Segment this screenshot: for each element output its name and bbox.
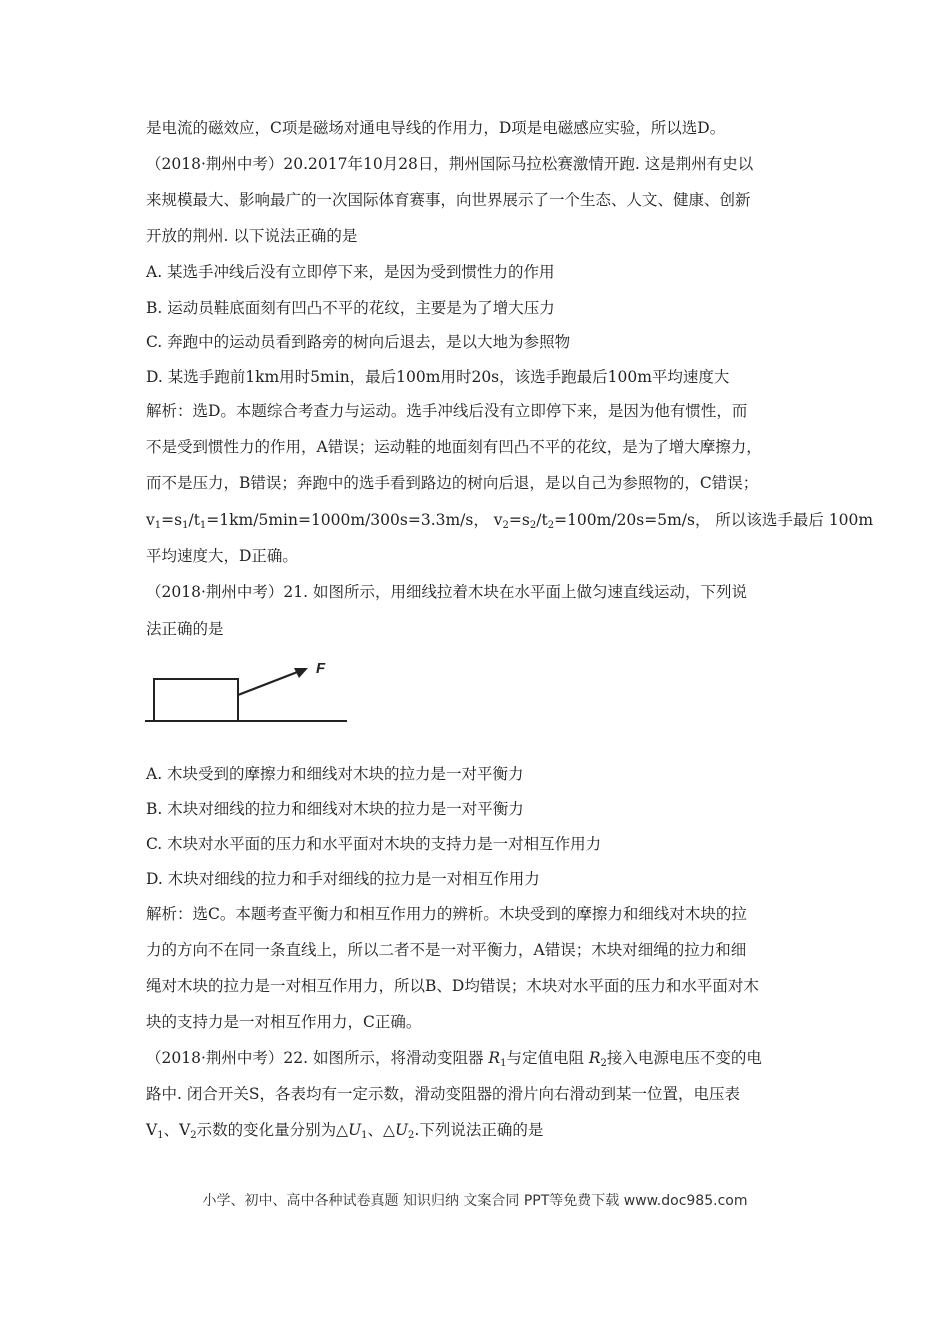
question-22-line — [146, 1048, 836, 1074]
answer-line: 绳对木块的拉力是一对相互作用力，所以B、D均错误；木块对水平面的压力和水平面对木 — [146, 977, 759, 995]
answer-line: 解析：选C。本题考查平衡力和相互作用力的辨析。木块受到的摩擦力和细线对木块的拉 — [146, 905, 747, 923]
wooden-block — [154, 679, 238, 721]
subscript: 1 — [182, 520, 189, 531]
option-a: A. 木块受到的摩擦力和细线对木块的拉力是一对平衡力 — [146, 765, 524, 783]
subscript: 2 — [547, 520, 555, 531]
text-span: （2018·荆州中考）22. 如图所示，将滑动变阻器 — [146, 1049, 489, 1067]
subscript: 2 — [190, 1130, 197, 1141]
text-span: 与定值电阻 — [506, 1049, 589, 1067]
formula-text: /t — [536, 511, 548, 529]
option-d: D. 木块对细线的拉力和手对细线的拉力是一对相互作用力 — [146, 870, 540, 888]
answer-line: 块的支持力是一对相互作用力，C正确。 — [146, 1013, 422, 1031]
option-b: B. 运动员鞋底面刻有凹凸不平的花纹，主要是为了增大压力 — [146, 299, 555, 317]
subscript: 2 — [529, 520, 537, 531]
option-b: B. 木块对细线的拉力和细线对木块的拉力是一对平衡力 — [146, 800, 524, 818]
text-span: 示数的变化量分别为△ — [196, 1121, 349, 1139]
question-22-line — [146, 1120, 836, 1146]
block-force-diagram — [142, 655, 352, 731]
string-line — [238, 671, 300, 695]
subscript: 1 — [154, 520, 162, 531]
formula-text: /t — [188, 511, 200, 529]
subscript: 2 — [502, 520, 509, 531]
answer-line: 而不是压力，B错误；奔跑中的选手看到路边的树向后退，是以自己为参照物的，C错误； — [146, 474, 759, 492]
subscript: 1 — [500, 1058, 507, 1069]
answer-line: 平均速度大，D正确。 — [146, 547, 298, 565]
symbol: V — [146, 1121, 158, 1139]
question-20-line: 来规模最大、影响最广的一次国际体育赛事，向世界展示了一个生态、人文、健康、创新 — [146, 191, 751, 209]
formula-text: =1km/5min=1000m/300s=3.3m/s， v — [206, 511, 503, 529]
question-20-line: （2018·荆州中考）20.2017年10月28日，荆州国际马拉松赛激情开跑. 这是荆州有史以 — [146, 155, 754, 173]
answer-line: 不是受到惯性力的作用，A错误；运动鞋的地面刻有凹凸不平的花纹，是为了增大摩擦力， — [146, 438, 762, 456]
subscript: 1 — [157, 1130, 164, 1141]
page-footer: 小学、初中、高中各种试卷真题 知识归纳 文案合同 PPT等免费下载 www.doc985.com — [202, 1193, 748, 1209]
question-21-line: 法正确的是 — [146, 620, 224, 638]
text-span: 接入电源电压不变的电 — [606, 1049, 762, 1067]
formula-text: =s — [508, 511, 530, 529]
option-a: A. 某选手冲线后没有立即停下来，是因为受到惯性力的作用 — [146, 263, 555, 281]
subscript: 1 — [199, 520, 207, 531]
symbol: R — [488, 1049, 501, 1067]
question-22-line: 路中. 闭合开关S，各表均有一定示数，滑动变阻器的滑片向右滑动到某一位置，电压表 — [146, 1085, 740, 1103]
subscript: 1 — [361, 1130, 368, 1141]
text-span: 、△ — [367, 1121, 395, 1139]
question-20-line: 开放的荆州. 以下说法正确的是 — [146, 227, 358, 245]
answer-line: 解析：选D。本题综合考查力与运动。选手冲线后没有立即停下来，是因为他有惯性，而 — [146, 402, 748, 420]
option-d: D. 某选手跑前1km用时5min，最后100m用时20s，该选手跑最后100m平均速度大 — [146, 368, 730, 386]
answer-formula-line — [146, 510, 874, 536]
subscript: 2 — [408, 1130, 415, 1141]
option-c: C. 木块对水平面的压力和水平面对木块的支持力是一对相互作用力 — [146, 835, 602, 853]
question-21-line: （2018·荆州中考）21. 如图所示，用细线拉着木块在水平面上做匀速直线运动，下列说 — [146, 583, 747, 601]
text-line: 是电流的磁效应，C项是磁场对通电导线的作用力，D项是电磁感应实验，所以选D。 — [146, 119, 726, 137]
subscript: 2 — [600, 1058, 607, 1069]
force-label: F — [316, 660, 326, 677]
formula-text: =s — [161, 511, 183, 529]
text-span: 、V — [163, 1121, 191, 1139]
formula-text: =100m/20s=5m/s， 所以该选手最后 100m — [554, 511, 874, 529]
text-span: .下列说法正确的是 — [414, 1121, 544, 1139]
option-c: C. 奔跑中的运动员看到路旁的树向后退去，是以大地为参照物 — [146, 333, 571, 351]
formula-text: v — [146, 511, 155, 529]
symbol: R — [588, 1049, 601, 1067]
symbol: U — [394, 1121, 409, 1139]
answer-line: 力的方向不在同一条直线上，所以二者不是一对平衡力，A错误；木块对细绳的拉力和细 — [146, 941, 747, 959]
symbol: U — [348, 1121, 362, 1139]
